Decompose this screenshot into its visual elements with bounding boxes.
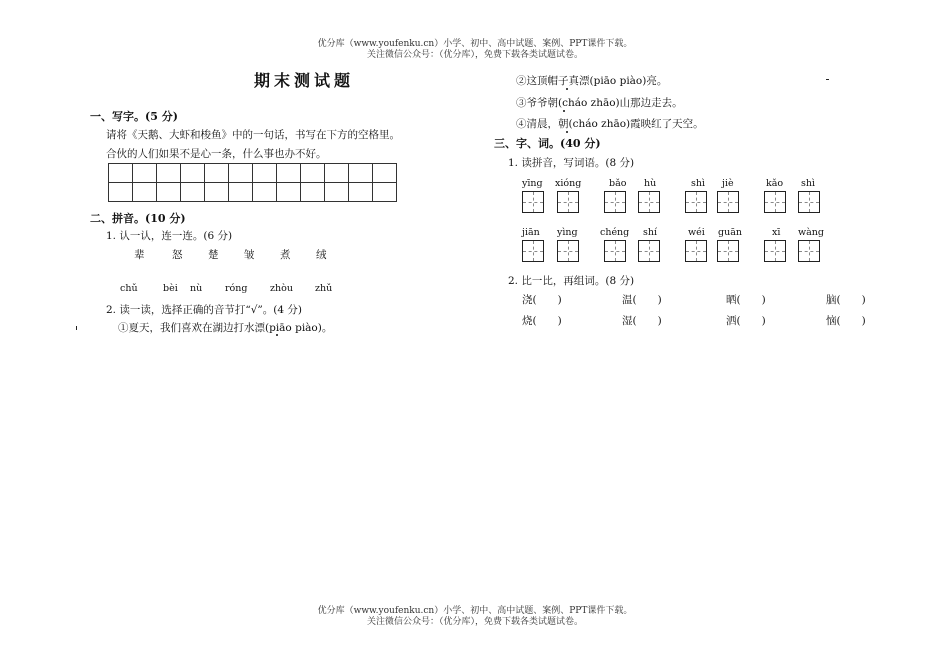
word-pinyin: xióng (555, 178, 582, 189)
char-item[interactable]: 皱 (244, 249, 255, 261)
pinyin-item[interactable]: nù (190, 283, 203, 294)
grid-cell[interactable] (301, 164, 325, 183)
compare-item[interactable]: 晒( ) (726, 294, 766, 306)
grid-cell[interactable] (181, 183, 205, 202)
grid-cell[interactable] (229, 164, 253, 183)
char-item[interactable]: 楚 (208, 249, 219, 261)
writing-grid-row (109, 164, 397, 183)
grid-cell[interactable] (373, 164, 397, 183)
tianzi-box[interactable] (557, 191, 579, 213)
word-pinyin: shì (801, 178, 816, 189)
emphasis-dot (566, 88, 568, 90)
char-item[interactable]: 煮 (280, 249, 291, 261)
pinyin-item[interactable]: zhòu (270, 283, 293, 294)
word-pinyin: jiè (722, 178, 734, 189)
char-item[interactable]: 怒 (172, 249, 183, 261)
section-2-heading: 二、拼音。(10 分) (90, 212, 186, 225)
header-line-1: 优分库（www.youfenku.cn）小学、初中、高中试题、案例、PPT课件下载。 (317, 39, 633, 49)
footer-line-1: 优分库（www.youfenku.cn）小学、初中、高中试题、案例、PPT课件下载。 (317, 606, 633, 616)
compare-item[interactable]: 温( ) (622, 294, 662, 306)
word-pinyin: chéng (600, 227, 630, 238)
grid-cell[interactable] (349, 183, 373, 202)
grid-cell[interactable] (277, 183, 301, 202)
emphasis-dot (276, 334, 278, 336)
compare-item[interactable]: 恼( ) (826, 315, 866, 327)
word-pinyin: shì (691, 178, 706, 189)
section-3-q1: 1. 读拼音，写词语。(8 分) (508, 157, 635, 169)
tianzi-box[interactable] (685, 240, 707, 262)
compare-item[interactable]: 脑( ) (826, 294, 866, 306)
grid-cell[interactable] (325, 183, 349, 202)
footer-line-2: 关注微信公众号：（优分库），免费下载各类试题试卷。 (366, 617, 583, 627)
page-title: 期末测试题 (254, 71, 355, 90)
tianzi-box[interactable] (798, 191, 820, 213)
section-1-sentence: 合伙的人们如果不是心一条，什么事也办不好。 (106, 148, 327, 160)
word-pinyin: shí (643, 227, 658, 238)
sentence-1[interactable]: ①夏天，我们喜欢在湖边打水漂(piāo piào)。 (118, 322, 333, 334)
grid-cell[interactable] (205, 183, 229, 202)
section-3-q2: 2. 比一比，再组词。(8 分) (508, 275, 635, 287)
word-pinyin: bǎo (609, 178, 627, 189)
tianzi-box[interactable] (717, 240, 739, 262)
sentence-3[interactable]: ③爷爷朝(cháo zhāo)山那边走去。 (516, 97, 683, 109)
tianzi-box[interactable] (685, 191, 707, 213)
scan-mark (76, 326, 77, 330)
char-item[interactable]: 辈 (134, 249, 145, 261)
grid-cell[interactable] (109, 183, 133, 202)
tianzi-box[interactable] (798, 240, 820, 262)
scan-mark (826, 79, 829, 80)
compare-item[interactable]: 洒( ) (726, 315, 766, 327)
writing-grid-row (109, 183, 397, 202)
grid-cell[interactable] (181, 164, 205, 183)
word-pinyin: jiān (522, 227, 540, 238)
grid-cell[interactable] (109, 164, 133, 183)
tianzi-box[interactable] (764, 191, 786, 213)
grid-cell[interactable] (253, 164, 277, 183)
grid-cell[interactable] (277, 164, 301, 183)
word-pinyin: xī (772, 227, 781, 238)
section-1-heading: 一、写字。(5 分) (90, 110, 178, 123)
tianzi-box[interactable] (604, 191, 626, 213)
tianzi-box[interactable] (522, 191, 544, 213)
pinyin-item[interactable]: chǔ (120, 283, 138, 294)
tianzi-box[interactable] (638, 191, 660, 213)
sentence-2[interactable]: ②这顶帽子真漂(piāo piào)亮。 (516, 75, 668, 87)
grid-cell[interactable] (133, 164, 157, 183)
tianzi-box[interactable] (557, 240, 579, 262)
compare-item[interactable]: 浇( ) (522, 294, 562, 306)
section-2-q2: 2. 读一读，选择正确的音节打“√”。(4 分) (106, 304, 302, 316)
sentence-4[interactable]: ④清晨，朝(cháo zhāo)霞映红了天空。 (516, 118, 704, 130)
section-2-q1: 1. 认一认，连一连。(6 分) (106, 230, 233, 242)
emphasis-dot (566, 131, 568, 133)
grid-cell[interactable] (229, 183, 253, 202)
emphasis-dot (563, 110, 565, 112)
section-3-heading: 三、字、词。(40 分) (494, 137, 601, 150)
grid-cell[interactable] (157, 164, 181, 183)
compare-item[interactable]: 湿( ) (622, 315, 662, 327)
tianzi-box[interactable] (638, 240, 660, 262)
grid-cell[interactable] (205, 164, 229, 183)
pinyin-item[interactable]: zhǔ (315, 283, 333, 294)
word-pinyin: kǎo (766, 178, 784, 189)
grid-cell[interactable] (253, 183, 277, 202)
word-pinyin: guān (718, 227, 742, 238)
tianzi-box[interactable] (764, 240, 786, 262)
grid-cell[interactable] (325, 164, 349, 183)
grid-cell[interactable] (301, 183, 325, 202)
grid-cell[interactable] (133, 183, 157, 202)
tianzi-box[interactable] (717, 191, 739, 213)
word-pinyin: wàng (798, 227, 824, 238)
section-1-instruction: 请将《天鹅、大虾和梭鱼》中的一句话，书写在下方的空格里。 (106, 129, 400, 141)
word-pinyin: hù (644, 178, 657, 189)
header-line-2: 关注微信公众号：（优分库），免费下载各类试题试卷。 (366, 50, 583, 60)
pinyin-item[interactable]: róng (225, 283, 248, 294)
word-pinyin: wéi (688, 227, 705, 238)
word-pinyin: yìng (557, 227, 578, 238)
char-item[interactable]: 绒 (316, 249, 327, 261)
grid-cell[interactable] (157, 183, 181, 202)
writing-grid[interactable] (108, 163, 397, 202)
grid-cell[interactable] (349, 164, 373, 183)
compare-item[interactable]: 烧( ) (522, 315, 562, 327)
pinyin-item[interactable]: bèi (163, 283, 178, 294)
tianzi-box[interactable] (604, 240, 626, 262)
word-pinyin: yīng (522, 178, 543, 189)
grid-cell[interactable] (373, 183, 397, 202)
tianzi-box[interactable] (522, 240, 544, 262)
